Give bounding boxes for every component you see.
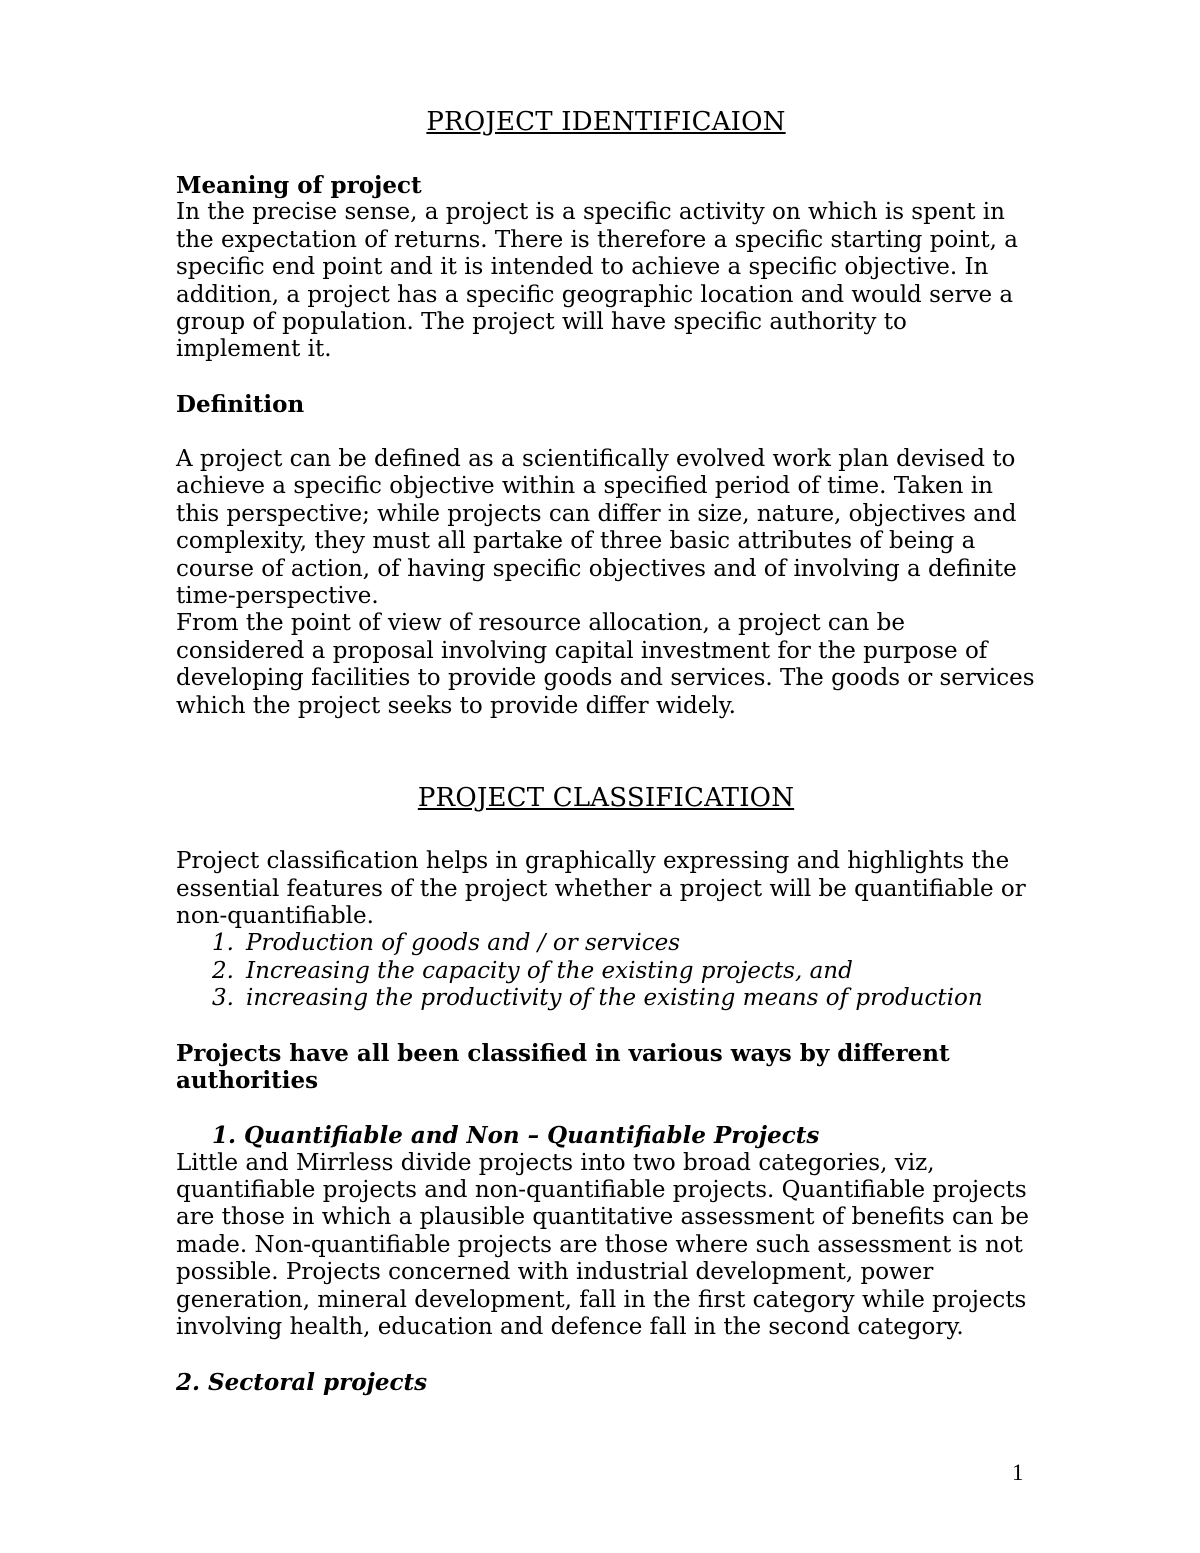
list-item: [176, 985, 1036, 1012]
spacer: [176, 1013, 1036, 1040]
definition-paragraph-1: A project can be defined as a scientifically evolved work plan devised to achieve a specific objective within a specified period of time. Taken in this perspective; while projects can differ in size, nature, objectives and complexity, they must all partake of three basic attributes of being a course of action, of having specific objectives and of involving a definite time-perspective.: [176, 446, 1017, 610]
list-item-text: Increasing the capacity of the existing projects, and: [246, 957, 853, 984]
quantifiable-paragraph: Little and Mirrless divide projects into two broad categories, viz, quantifiable projects and non-quantifiable projects. Quantifiable projects are those in which a plausible quantitative assessment of benefits can be made. Non-quantifiable projects are those where such assessment is not possible. Projects concerned with industrial development, power generation, mineral development, fall in the first category while projects involving health, education and defence fall in the second category.: [176, 1149, 1030, 1340]
list-item-text: Production of goods and / or services: [246, 930, 681, 957]
meaning-paragraph: In the precise sense, a project is a specific activity on which is spent in the expectation of returns. There is therefore a specific starting point, a specific end point and it is intended to achieve a specific objective. In addition, a project has a specific geographic location and would serve a group of population. The project will have specific authority to implement it.: [176, 199, 1019, 363]
section-title-classification: PROJECT CLASSIFICATION: [417, 783, 795, 814]
classified-heading: Projects have all been classified in various ways by different authorities: [176, 1039, 950, 1095]
definition-paragraph-2: From the point of view of resource allocation, a project can be considered a proposal involving capital investment for the purpose of developing facilities to provide goods and services. The goods or services which the project seeks to provide differ widely.: [176, 610, 1035, 719]
list-item: [176, 930, 1036, 957]
spacer: [176, 364, 1036, 391]
classification-list: [176, 930, 1036, 1012]
section-title-identification: PROJECT IDENTIFICAION: [426, 107, 786, 137]
list-item-number: 2.: [212, 957, 234, 984]
list-item-number: 3.: [212, 985, 234, 1012]
list-item-number: 1.: [212, 930, 234, 957]
spacer: [176, 1095, 1036, 1122]
list-item: [176, 958, 1036, 985]
subsection-heading-sectoral: 2. Sectoral projects: [176, 1368, 428, 1396]
spacer: [176, 419, 1036, 446]
definition-heading: Definition: [176, 391, 305, 419]
list-item-text: increasing the productivity of the existing means of production: [246, 985, 983, 1012]
classification-intro: Project classification helps in graphically expressing and highlights the essential features of the project whether a project will be quantifiable or non-quantifiable.: [176, 848, 1026, 929]
page-number: 1: [1012, 1460, 1024, 1485]
meaning-heading: Meaning of project: [176, 172, 422, 199]
spacer: [176, 1341, 1036, 1368]
page-content: [176, 104, 1036, 1396]
subsection-heading-quantifiable: 1. Quantifiable and Non – Quantifiable Projects: [212, 1122, 820, 1150]
